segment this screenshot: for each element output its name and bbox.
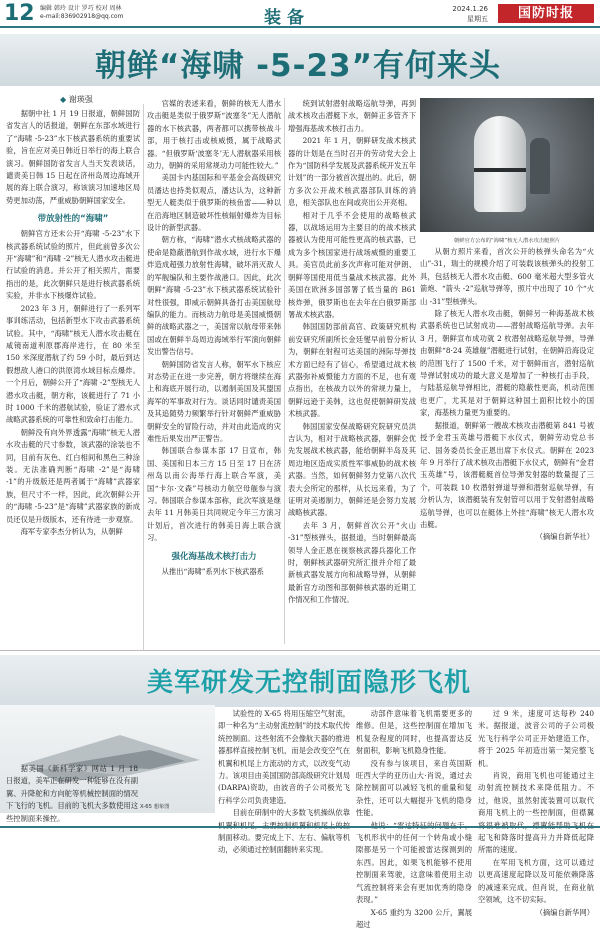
article-paragraph: 在军用飞机方面，这可以通过以更高速度起降以及可能依赖降落的减速来完成。但肖说，在商业航空领域，这不切实际。 bbox=[478, 857, 594, 907]
article-paragraph: 据朝中社 1 月 19 日报道，朝鲜国防省发言人的话报道，朝鲜在东部水域进行了“海啸 -5-23”水下核武器系统的重要试验，旨在应对美日韩近日举行的海上联合演习。朝鲜国防省发言人当天发表谈话，谴责美日韩 15 日起在济州岛周边海域开展的海上联合演习，称该演习加速地区局势更加动荡，严重威胁朝鲜国家安全。 bbox=[6, 108, 140, 207]
source-credit: （摘编自新华网） bbox=[478, 907, 594, 919]
article-paragraph: 统到试射潜射战略巡航导弹，再到战术核攻击潜艇下水，朝鲜正多管齐下增强海基战术核打击力。 bbox=[288, 98, 416, 135]
article-paragraph: 朝方称，“海啸”潜水式核战略武器的使命是隐蔽潜航到作战水域，进行水下爆炸造成超强力放射性海啸，破坏消灭敌人的军舰编队和主要作战港口。因此，此次朝鲜“海啸 -5-23”水下核武器系统试验针对性很强，即威示朝鲜具备打击美国航母编队的能力。而核动力航母是美国威慑朝鲜的战略武器之一，美国常以航母带来韩国或在朝鲜半岛周边海域举行军演向朝鲜发出警告信号。 bbox=[147, 234, 281, 358]
drone-body bbox=[474, 116, 526, 212]
article-paragraph: 朝鲜没有向外界透露“海啸”核无人潜水攻击艇的尺寸参数，该武器的涂装也不同，目前有灰色、红白相间和黑色三种涂装。无法准确判断“海啸 -2”是“海啸 -1”的升级版还是两者属于“海啸”武器家族，但尺寸不一样，因此，此次朝鲜公开的“海啸 -5-23”是“海啸”武器家族的新成员还仅是升级版本，还有待进一步观察。 bbox=[6, 427, 140, 526]
byline-marker-icon: ◆ bbox=[60, 95, 66, 104]
page-number: 12 bbox=[4, 1, 35, 26]
article2-column-1 bbox=[6, 763, 138, 826]
article-paragraph: 美国卡内基国际和平基金会高级研究员潘达也持类似观点，潘达认为，这种新型无人艇类似于俄罗斯的核鱼雷——种以在沿海地区制造破坏性核辐射爆炸为目标设计的新型武器。 bbox=[147, 172, 281, 234]
submarine-drone-photo bbox=[420, 98, 594, 232]
article-paragraph: 试验性的 X-65 将用压缩空气射流，即一种名为“主动射流控制”的技术取代传统控制面。这些射流不会像航天器的推进器那样直接控制飞机，而是会改变空气在机翼和机尾上方流动的方式，以改变气动力。该项目由美国国防部高级研究计划局(DARPA)资助，由波音的子公司极光飞行科学公司负责建造。 bbox=[218, 708, 350, 807]
article-paragraph: 据美国《新科学家》网站 1 月 18 日报道，美军正在研发一种能够在没有副翼、升降舵和方向舵等机械控制面的情况下飞行的飞机。目前的飞机大多数使用这些控制面来操控。 bbox=[6, 763, 138, 825]
article-paragraph: 2021 年 1 月，朝鲜研发战术核武器的计划是在当时召开的劳动党大会上作为“国防科学发展及武器系统开发五年计划”的一部分被首次提出的。此后，朝方多次公开战术核武器部队训练的消息，相关部队也在间或亮出公开亮相。 bbox=[288, 135, 416, 209]
bottom-rule bbox=[0, 826, 600, 828]
article1-column-3 bbox=[288, 98, 416, 650]
article-paragraph: 据报道，朝鲜第一艘战术核攻击潜艇第 841 号被授予金君玉英雄号潜艇下水仪式，朝鲜劳动党总书记、国务委员长金正恩出席下水仪式。朝鲜在 2023 年 9 月举行了战术核攻击潜艇下水仪式，朝鲜有“金君玉英雄”号，该潜艇艇首位导弹发射器的数量提了三个，可装载 10 枚潜射弹道导弹和潜射巡航导弹，有分析认为，该潜艇装有发射管可以用于发射潜射战略巡航导弹，也可以在艇体上外挂“海啸”核无人潜水攻击艇。 bbox=[420, 420, 594, 532]
date-text: 2024.1.26 bbox=[448, 4, 488, 14]
staff-email: e-mail:836902918@qq.com bbox=[40, 13, 123, 21]
article1-byline bbox=[60, 94, 93, 105]
section-subheading: 带放射性的“海啸” bbox=[6, 212, 140, 224]
article1-column-1 bbox=[6, 108, 140, 650]
article-paragraph: 去年 3 月，朝鲜首次公开“火山 -31”型核弹头，据报道，当时朝鲜最高领导人金正恩在视察核武器兵器化工作时，朝鲜核武器研究所汇报并介绍了最新核武器发展方向和战略导弹，从朝鲜最新官方动图和部朝鲜核武器的近期工作情况和工作情况。 bbox=[288, 520, 416, 607]
source-credit: （摘编自新华社） bbox=[420, 531, 594, 543]
article1-headline: 朝鲜“海啸 -5-23”有何来头 bbox=[95, 40, 501, 85]
staff-info bbox=[40, 5, 123, 21]
person-silhouette bbox=[530, 138, 550, 194]
article-paragraph: 朝鲜国防省发言人称，朝军水下核应对态势正在进一步完善，朝方将继续在海上和海底开展行动，以遏制美国及其盟国海军的军事敌对行为。谈话同时谴责美国及其追随势力频繁举行针对朝鲜严重威胁朝鲜安全的冒险行动，并对由此造成的灾难性后果发出严正警告。 bbox=[147, 359, 281, 446]
article-paragraph: 动部件意味着飞机需要更多的维修。但是，这些控制面在增加飞机复杂程度的同时，也提高雷达反射面积，影响飞机隐身性能。 bbox=[356, 708, 472, 758]
article-paragraph: 从推出“海啸”系列水下核武器系 bbox=[147, 566, 281, 578]
article-divider bbox=[0, 650, 600, 651]
article2-column-3 bbox=[356, 708, 472, 826]
drone-band bbox=[474, 168, 526, 172]
author-name: 谢瑛强 bbox=[69, 95, 93, 104]
article-paragraph: 海军专家李杰分析认为，从朝鲜 bbox=[6, 526, 140, 538]
staff-line: 编辑 韩玲 设计 罗巧 校对 周林 bbox=[40, 5, 123, 13]
newspaper-logo: 国防时报 bbox=[498, 4, 594, 23]
article1-column-4 bbox=[420, 246, 594, 650]
column-rule bbox=[143, 104, 144, 650]
article1-column-2 bbox=[147, 98, 281, 650]
article-paragraph: 肖说，商用飞机也可能通过主动射流控制技术来降低阻力。不过，他说，虽然射流装置可以取代商用飞机上的一些控制面，但襟翼 起飞和降落时提高升力并降低起降所需的速度。 bbox=[478, 770, 594, 857]
x65-caption: X-65 想象图 bbox=[140, 802, 170, 810]
issue-date bbox=[448, 4, 488, 24]
article-paragraph: 官媒的表述来看，朝鲜的核无人潜水攻击艇是类似于俄罗斯“波塞冬”无人潜航器的水下核武器，两者都可以携带核战斗部，用于核打击或核威慑，属于战略武器。“但俄罗斯‘波塞冬’无人潜航器采用核动力，朝鲜的采用常规动力可能性较大。” bbox=[147, 98, 281, 172]
photo-caption: 朝鲜官方公布的“海啸”核无人潜水攻击艇照片 bbox=[420, 236, 594, 244]
article-paragraph: 过 9 米，速度可达每秒 240 米。据报道，波音公司的子公司极光飞行科学公司正开始建造工作，将于 2025 年初造出第一架完整飞机。 bbox=[478, 708, 594, 770]
article-paragraph: 韩国国家安保战略研究院研究员洪吉认为，相对于战略核武器，朝鲜会优先发展战术核武器，能给朝鲜半岛及其周边地区造成实质性军事威胁的战术核武器。当然，如何朝鲜努力党第八次代表大会所定的那样，从长远来看，为了证明对美遏制力，朝鲜还是会努力发展战略核武器。 bbox=[288, 421, 416, 520]
article-paragraph: 飞机形状中的任何一个转角或小缝隙都是另一个可能被雷达探测到的东西。因此，如果飞机能够不使用控制面来驾驶，这意味着使用主动气流控制将来会有更加优秀的隐身表现。” bbox=[356, 820, 472, 907]
article-paragraph: 韩国国防部前高官、政策研究机构前安研究所副所长金廷燮早前曾分析认为，朝鲜在射程可达美国的洲际导弹技术方面已经有了信心，希望通过战术核武器弥补威慑能力方面的不足，也有观点指出，在核战力以外的常规力量上，朝鲜远逊于美韩，这也促使朝鲜研发战术核武器。 bbox=[288, 321, 416, 420]
article-paragraph: X-65 重约为 3200 公斤，翼展超过 bbox=[356, 907, 472, 931]
article-paragraph: 没有参与该项目，来自英国斯旺西大学的亚历山大·肖说，通过去除控制面可以减轻飞机的重量和复杂性，还可以大幅提升飞机的隐身性能。 bbox=[356, 758, 472, 820]
article-paragraph: 朝鲜官方还未公开“海啸 -5-23”水下核武器系统试验的照片，但此前曾多次公开“海啸”和“海啸 -2”核无人潜水攻击艇进行试验的消息。并公开了相关照片，需要指出的是，此次朝鲜只是进行核武器系统实验，并非水下核爆炸试验。 bbox=[6, 228, 140, 302]
article2-headline: 美军研发无控制面隐形飞机 bbox=[147, 662, 471, 699]
article-paragraph: 从朝方照片来看，首次公开的核弹头命名为“火山”-31，瑞士的规模介绍了可装载该核弹头的投射工具，包括核无人潜水攻击艇、600 毫米超大型多管火箭炮、“箭头 -2”巡航导弹等，照片中出现了 10 个“火山 -31”型核弹头。 bbox=[420, 246, 594, 308]
article-paragraph: 相对于几乎不会使用的战略核武器，以战场运用为主要目的的战术核武器被认为使用可能性更高的核武器，已成为多个核国家进行战场威慑的重要工具。美官员此前多次声称可能对伊朗、朝鲜等国使用低当量战术核武器。此外美国在欧洲多国部署了低当量的 B61 核炸弹，俄罗斯也在去年在白俄罗斯部署战术核武器。 bbox=[288, 210, 416, 322]
column-rule bbox=[284, 98, 285, 644]
page-header bbox=[0, 0, 600, 28]
section-title: 装备 bbox=[264, 3, 310, 28]
article2-column-4 bbox=[478, 708, 594, 826]
article2-column-2 bbox=[218, 708, 350, 826]
section-subheading: 强化海基战术核打击力 bbox=[147, 550, 281, 562]
article1-headline-banner bbox=[0, 34, 600, 86]
article-paragraph: 韩国联合参谋本部 17 日宣布，韩国、美国和日本三方 15 日至 17 日在济州岛以南公海举行海上联合军演，美国“卡尔·文森”号核动力航空母舰参与演习。韩国联合参谋本部称，此次军演是继去年 11 月韩美日共同规定今年三方演习计划后，首次进行的韩美日海上联合演习。 bbox=[147, 445, 281, 544]
article2-headline-banner bbox=[0, 655, 600, 707]
article-paragraph: 除了核无人潜水攻击艇，朝鲜另一种海基战术核武器系统也已试射成功——潜射战略巡航导弹。去年 3 月，朝鲜宣布成功就 2 枚潜射战略巡航导弹，导弹由朝鲜“8·24 英雄舰”潜艇进行试射，在朝鲜沿海设定的范围飞行了 1500 千米，对于朝鲜而言，潜射巡航导弹试射成功的最大意义是增加了一种核打击手段，与陆基巡航导弹相比，潜艇的隐蔽性更高，机动范围也更广，尤其是对于朝鲜这种国土面积比较小的国家，海基核力量更为重要的。 bbox=[420, 308, 594, 420]
weekday-text: 星期五 bbox=[448, 14, 488, 24]
article-paragraph: 目前在研制中的大多数飞机操纵依靠 制面移动。要完成上下、左右、偏航等机动，必须通过控制面翻转来实现。 bbox=[218, 807, 350, 857]
article-paragraph: 2023 年 3 月，朝鲜进行了一系列军事训练活动，包括新型水下攻击武器系统试验。其中，“海啸”核无人潜水攻击艇在咸镜南道利原郡海岸进行，在 80 米至 150 米深度潜航了约 59 小时，最后到达假想敌人港口的洪原湾水域目标点爆炸。一个月后，朝鲜公开了“海啸 -2”型核无人潜水攻击艇，朝方称，该艇进行了 71 小时 1000 千米的潜航试验，验证了潜水式战略武器系统的可靠性和致命打击能力。 bbox=[6, 303, 140, 427]
